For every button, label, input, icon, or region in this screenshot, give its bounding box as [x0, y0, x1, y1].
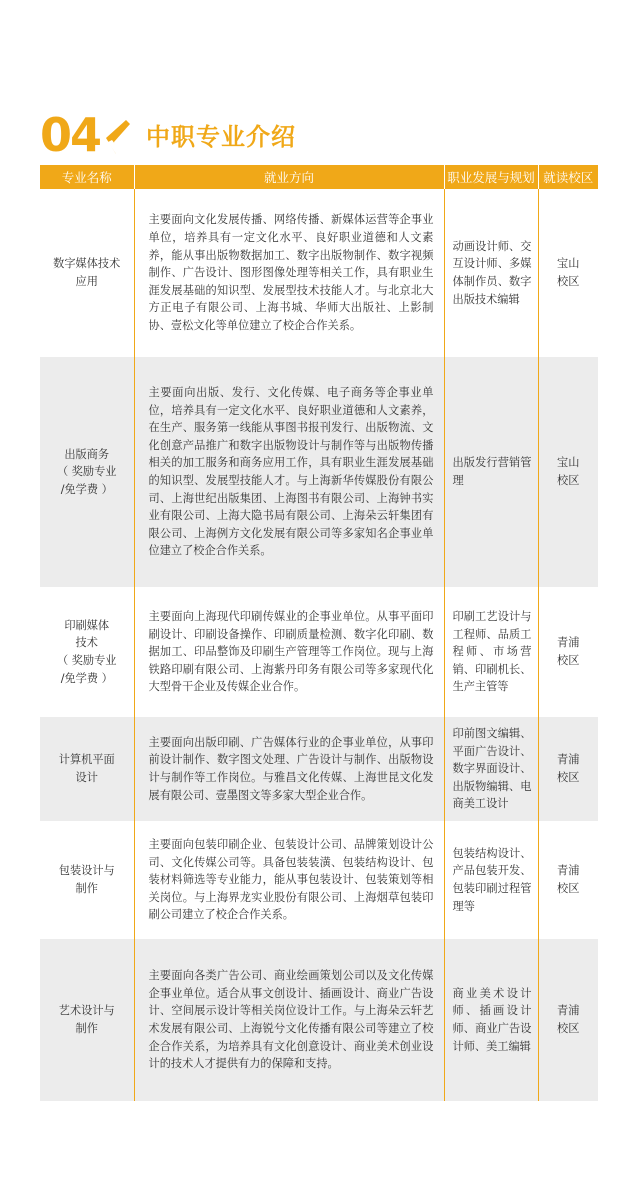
table-row: [40, 717, 598, 821]
career-development: 印刷工艺设计与工程师、品质工程师、市场营销、印刷机长、生产主管等: [452, 610, 532, 694]
pen-nib-icon: [102, 116, 132, 156]
major-name-line: 出版商务: [64, 447, 110, 461]
employment-direction: 主要面向出版、发行、文化传媒、电子商务等企事业单位，培养具有一定文化水平、良好职业道德和人文素养，在生产、服务第一线能从事图书报刊发行、出版物流、文化创意产品推广和数字出版物设计与制作等与出版物传播相关的加工服务和商务应用工作，具有职业生涯发展基础的知识型、发展型技能人才。与上海新华传媒股份有限公司、上海世纪出版集团、上海图书有限公司、上海钟书实业有限公司、上海大隐书局有限公司、上海朵云轩集团有限公司、上海例方文化发展有限公司等多家知名企事业单位建立了校企合作关系。: [134, 357, 444, 587]
major-name-line: 包装设计与: [58, 864, 115, 878]
campus-line: 校区: [557, 654, 580, 667]
campus-line: 校区: [557, 1022, 580, 1035]
major-name-cell: [40, 587, 134, 717]
campus-line: 宝山: [557, 257, 580, 271]
major-name-line: （ 奖励专业: [57, 654, 117, 667]
campus-line: 宝山: [557, 456, 580, 470]
header-career: 职业发展与规划: [444, 165, 538, 189]
campus-cell: [538, 821, 598, 939]
table-header-row: [40, 165, 598, 189]
major-name-line: 计算机平面: [58, 753, 115, 767]
major-name-cell: [40, 357, 134, 587]
major-name-cell: [40, 189, 134, 357]
campus-line: 青浦: [557, 864, 580, 878]
campus-line: 校区: [557, 771, 580, 784]
employment-direction: 主要面向出版印刷、广告媒体行业的企事业单位，从事印前设计制作、数字图文处理、广告设计与制作、出版物设计与制作等工作岗位。与雅昌文化传媒、上海世昆文化发展有限公司、壹墨图文等多家大型企业合作。: [134, 717, 444, 821]
career-development: 动画设计师、交互设计师、多媒体制作员、数字出版技术编辑: [452, 239, 532, 306]
major-name-line: （ 奖励专业: [57, 465, 117, 479]
major-name-line: 艺术设计与: [58, 1004, 115, 1018]
major-table: [40, 165, 598, 1101]
table-row: [40, 821, 598, 939]
employment-direction: 主要面向文化发展传播、网络传播、新媒体运营等企事业单位，培养具有一定文化水平、良好职业道德和人文素养，能从事出版物数据加工、数字出版物制作、数字视频制作、广告设计、图形图像处理等相关工作，具有职业生涯发展基础的知识型、发展型技术技能人才。与北京北大方正电子有限公司、上海书城、华师大出版社、上影制协、壹松文化等单位建立了校企合作关系。: [134, 189, 444, 357]
header-employment: 就业方向: [134, 165, 444, 189]
campus-cell: [538, 189, 598, 357]
major-name-cell: [40, 717, 134, 821]
header-major-name: 专业名称: [40, 165, 134, 189]
campus-line: 校区: [557, 882, 580, 895]
campus-line: 青浦: [557, 636, 580, 650]
major-name-line: 数字媒体技术: [53, 257, 121, 271]
section-number: 04: [40, 108, 101, 162]
table-row: [40, 939, 598, 1101]
campus-cell: [538, 587, 598, 717]
career-development: 出版发行营销管理: [444, 357, 538, 587]
table-row: [40, 189, 598, 357]
table-row: [40, 357, 598, 587]
campus-line: 青浦: [557, 753, 580, 767]
major-name-cell: [40, 939, 134, 1101]
major-name-line: 制作: [75, 1022, 98, 1035]
major-name-line: 印刷媒体: [64, 618, 110, 632]
employment-direction: 主要面向上海现代印刷传媒业的企事业单位。从事平面印刷设计、印刷设备操作、印刷质量检测、数字化印刷、数据加工、印品整饰及印刷生产管理等工作岗位。现与上海铁路印刷有限公司、上海紫丹印务有限公司等多家现代化大型骨干企业及传媒企业合作。: [134, 587, 444, 717]
section-header: [40, 108, 297, 162]
major-name-line: 设计: [75, 771, 98, 784]
campus-cell: [538, 357, 598, 587]
major-name-line: 技术: [75, 636, 98, 650]
career-development: 包装结构设计、产品包装开发、包装印刷过程管理等: [452, 846, 532, 913]
major-name-line: /免学费 ）: [60, 671, 113, 685]
section-title: 中职专业介绍: [146, 123, 297, 151]
career-development: 商业美术设计师、插画设计师、商业广告设计师、美工编辑: [444, 939, 538, 1101]
campus-line: 青浦: [557, 1004, 580, 1018]
header-campus: 就读校区: [538, 165, 598, 189]
major-name-line: 制作: [75, 882, 98, 895]
employment-direction: 主要面向各类广告公司、商业绘画策划公司以及文化传媒企事业单位。适合从事文创设计、插画设计、商业广告设计、空间展示设计等相关岗位设计工作。与上海朵云轩艺术发展有限公司、上海锐兮文化传播有限公司等建立了校企合作关系，为培养具有文化创意设计、商业美术创业设计的技术人才提供有力的保障和支持。: [134, 939, 444, 1101]
career-development: 印前图文编辑、平面广告设计、数字界面设计、出版物编辑、电商美工设计: [444, 717, 538, 821]
major-name-line: 应用: [75, 275, 98, 288]
campus-line: 校区: [557, 275, 580, 288]
major-name-line: /免学费 ）: [60, 482, 113, 496]
table-row: [40, 587, 598, 717]
campus-line: 校区: [557, 474, 580, 487]
major-name-cell: [40, 821, 134, 939]
campus-cell: [538, 939, 598, 1101]
campus-cell: [538, 717, 598, 821]
employment-direction: 主要面向包装印刷企业、包装设计公司、品牌策划设计公司、文化传媒公司等。具备包装装潢、包装结构设计、包装材料筛选等专业能力，能从事包装设计、包装策划等相关岗位。与上海界龙实业股份有限公司、上海烟草包装印刷公司建立了校企合作关系。: [134, 821, 444, 939]
